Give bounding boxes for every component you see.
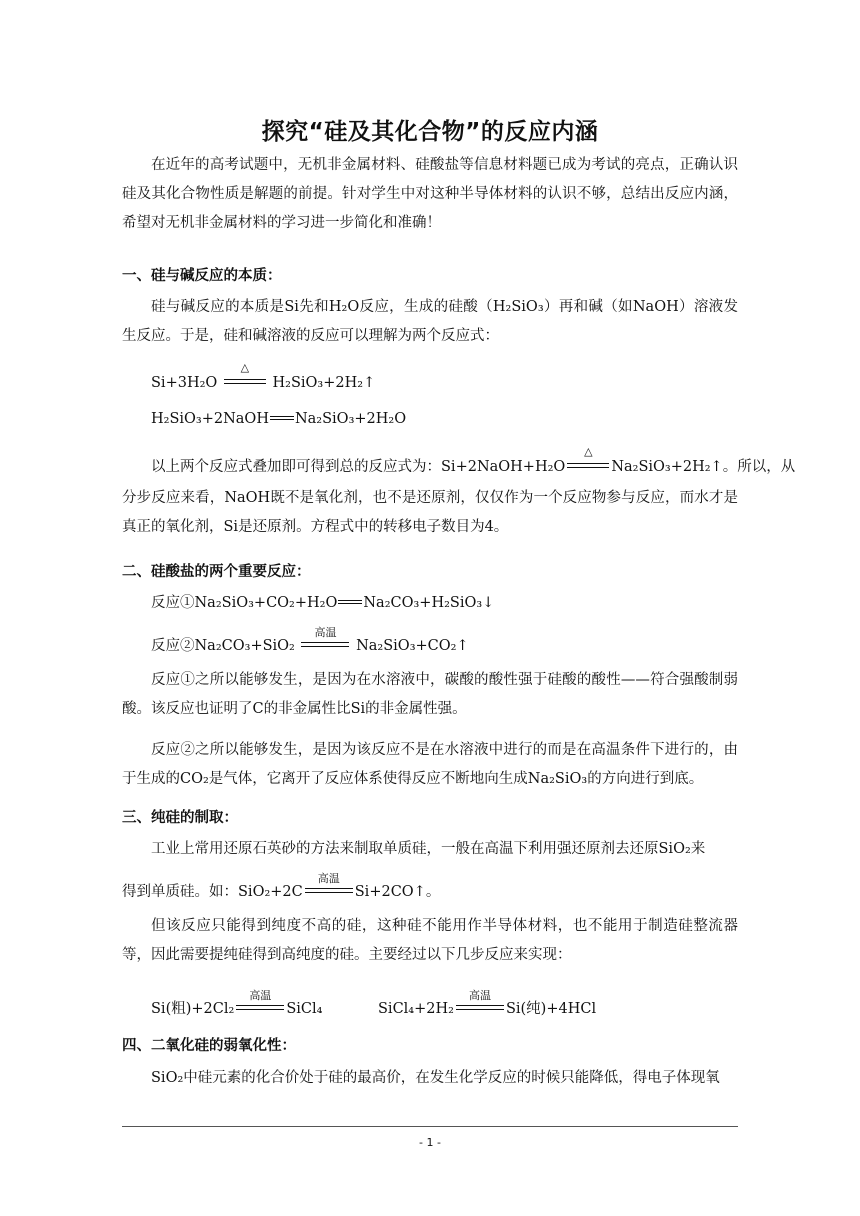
section-1-paragraph-2-line-1: 以上两个反应式叠加即可得到总的反应式为：Si+2NaOH+H₂O △ Na₂SiO₃+2H₂↑。所以，从 <box>151 445 796 475</box>
section-3-paragraph-1-line-2: 得到单质硅。如：SiO₂+2C 高温 Si+2CO↑。 <box>122 872 441 900</box>
section-4-paragraph-1: SiO₂中硅元素的化合价处于硅的最高价，在发生化学反应的时候只能降低，得电子体现氧 <box>151 1070 720 1086</box>
section-3-paragraph-1: 工业上常用还原石英砂的方法来制取单质硅，一般在高温下利用强还原剂去还原SiO₂来 <box>151 841 706 857</box>
high-temperature-condition: 高温 <box>299 639 351 649</box>
equation-si-water <box>151 361 376 391</box>
section-3-heading: 三、纯硅的制取： <box>122 810 238 826</box>
high-temperature-condition: 高温 <box>303 885 355 895</box>
reaction-1: 反应①Na₂SiO₃+CO₂+H₂O Na₂CO₃+H₂SiO₃↓ <box>151 595 495 611</box>
page-number: - 1 - <box>419 1136 441 1149</box>
section-3-paragraph-2: 但该反应只能得到纯度不高的硅，这种硅不能用作半导体材料，也不能用于制造硅整流器等，因此需要提纯硅得到高纯度的硅。主要经过以下几步反应来实现： <box>122 918 738 963</box>
equation-sicl4-reduction: SiCl₄+2H₂ 高温 Si(纯)+4HCl <box>378 989 597 1017</box>
section-2-paragraph-1: 反应①之所以能够发生，是因为在水溶液中，碳酸的酸性强于硅酸的酸性——符合强酸制弱酸。该反应也证明了C的非金属性比Si的非金属性强。 <box>122 672 738 717</box>
section-1-paragraph-1: 硅与碱反应的本质是Si先和H₂O反应，生成的硅酸（H₂SiO₃）再和碱（如NaOH）溶液发生反应。于是，硅和碱溶液的反应可以理解为两个反应式： <box>122 299 738 344</box>
high-temperature-condition: 高温 <box>234 1002 286 1012</box>
section-2-paragraph-2: 反应②之所以能够发生，是因为该反应不是在水溶液中进行的而是在高温条件下进行的，由于生成的CO₂是气体，它离开了反应体系使得反应不断地向生成Na₂SiO₃的方向进行到底。 <box>122 742 738 787</box>
intro-paragraph: 在近年的高考试题中，无机非金属材料、硅酸盐等信息材料题已成为考试的亮点，正确认识硅及其化合物性质是解题的前提。针对学生中对这种半导体材料的认识不够，总结出反应内涵，希望对无机非金属材料的学习进一步简化和准确！ <box>122 157 738 231</box>
heat-condition-sign: △ <box>222 376 268 386</box>
equation-silicic-acid-naoh <box>151 411 406 427</box>
equals-sign <box>269 415 295 421</box>
equation-right: H₂SiO₃+2H₂↑ <box>272 375 376 391</box>
section-2-heading: 二、硅酸盐的两个重要反应： <box>122 564 311 580</box>
reaction-2: 反应②Na₂CO₃+SiO₂ 高温 Na₂SiO₃+CO₂↑ <box>151 626 469 654</box>
footer-divider <box>122 1126 738 1127</box>
section-1-heading: 一、硅与碱反应的本质： <box>122 268 282 284</box>
section-4-heading: 四、二氧化硅的弱氧化性： <box>122 1038 296 1054</box>
section-1-paragraph-2: 分步反应来看，NaOH既不是氧化剂，也不是还原剂，仅仅作为一个反应物参与反应，而水才是真正的氧化剂，Si是还原剂。方程式中的转移电子数目为4。 <box>122 490 738 535</box>
equation-right: Na₂SiO₃+2H₂O <box>294 411 407 427</box>
heat-condition-sign: △ <box>565 460 611 470</box>
document-title: 探究“硅及其化合物”的反应内涵 <box>261 119 599 145</box>
high-temperature-condition: 高温 <box>454 1002 506 1012</box>
equation-left: H₂SiO₃+2NaOH <box>151 411 269 427</box>
equation-crude-si-chlorination: Si(粗)+2Cl₂ 高温 SiCl₄ <box>151 989 323 1017</box>
equation-left: Si+3H₂O <box>151 375 218 391</box>
equals-sign <box>337 599 363 605</box>
